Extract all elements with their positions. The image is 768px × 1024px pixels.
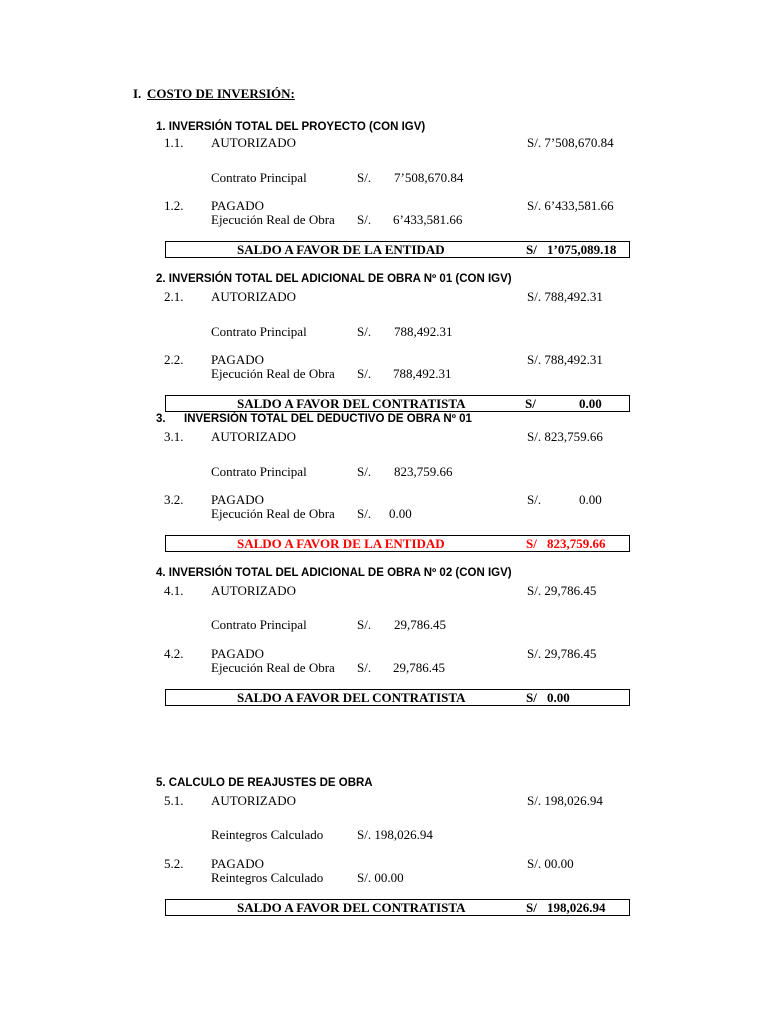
- section-3-row2-total-amount: 0.00: [579, 492, 602, 507]
- section-3-saldo-amount: 823,759.66: [547, 536, 606, 551]
- section-5-row1-number: 5.1.: [164, 793, 184, 808]
- section-3-row2-total-currency: S/.: [527, 492, 542, 507]
- section-3-row1-total: S/. 823,759.66: [527, 429, 603, 444]
- section-1-detail1-amount: 7’508,670.84: [394, 170, 464, 185]
- section-3-saldo-currency: S/: [526, 536, 537, 551]
- section-1-row1-label: AUTORIZADO: [211, 135, 296, 150]
- section-1-detail1-currency: S/.: [357, 170, 372, 185]
- section-1-saldo-currency: S/: [526, 242, 537, 257]
- section-1-detail2-currency: S/.: [357, 212, 372, 227]
- section-3-title-number: 3.: [156, 413, 166, 425]
- section-2-row1-number: 2.1.: [164, 289, 184, 304]
- section-4-detail1-currency: S/.: [357, 617, 372, 632]
- section-3-row1-number: 3.1.: [164, 429, 184, 444]
- section-5-detail2-label: Reintegros Calculado: [211, 870, 324, 885]
- section-3-row1-label: AUTORIZADO: [211, 429, 296, 444]
- section-4-row1-label: AUTORIZADO: [211, 583, 296, 598]
- section-4-saldo-box: [165, 689, 630, 706]
- section-3-detail1-currency: S/.: [357, 464, 372, 479]
- section-1-row2-total: S/. 6’433,581.66: [527, 198, 614, 213]
- section-1-saldo-box: [165, 241, 630, 258]
- section-2-row1-total: S/. 788,492.31: [527, 289, 603, 304]
- section-4-row2-total: S/. 29,786.45: [527, 646, 597, 661]
- section-2-detail2-label: Ejecución Real de Obra: [211, 366, 335, 381]
- section-4-saldo-label: SALDO A FAVOR DEL CONTRATISTA: [237, 690, 466, 705]
- section-3-detail2-currency: S/.: [357, 506, 372, 521]
- section-2-row1-label: AUTORIZADO: [211, 289, 296, 304]
- section-3-saldo-label: SALDO A FAVOR DE LA ENTIDAD: [237, 536, 445, 551]
- section-4-detail2-amount: 29,786.45: [393, 660, 445, 675]
- section-4-saldo-currency: S/: [526, 690, 537, 705]
- section-5-detail1-label: Reintegros Calculado: [211, 827, 324, 842]
- section-3-detail1-amount: 823,759.66: [394, 464, 453, 479]
- section-4-title: 4. INVERSIÓN TOTAL DEL ADICIONAL DE OBRA Nº 02 (CON IGV): [156, 567, 512, 579]
- section-5-row2-label: PAGADO: [211, 856, 264, 871]
- section-4-row2-label: PAGADO: [211, 646, 264, 661]
- section-5-row1-total: S/. 198,026.94: [527, 793, 603, 808]
- section-4-detail2-currency: S/.: [357, 660, 372, 675]
- section-5-saldo-box: [165, 899, 630, 916]
- section-2-row2-total: S/. 788,492.31: [527, 352, 603, 367]
- section-1-detail2-amount: 6’433,581.66: [393, 212, 463, 227]
- section-5-row2-number: 5.2.: [164, 856, 184, 871]
- section-2-detail2-currency: S/.: [357, 366, 372, 381]
- section-4-row1-number: 4.1.: [164, 583, 184, 598]
- section-3-row2-label: PAGADO: [211, 492, 264, 507]
- section-3-detail2-label: Ejecución Real de Obra: [211, 506, 335, 521]
- section-2-detail1-currency: S/.: [357, 324, 372, 339]
- section-1-row1-total: S/. 7’508,670.84: [527, 135, 614, 150]
- section-3-saldo-box: [165, 535, 630, 552]
- section-5-title: 5. CALCULO DE REAJUSTES DE OBRA: [156, 777, 373, 789]
- section-1-detail1-label: Contrato Principal: [211, 170, 307, 185]
- heading-number: I.: [133, 86, 142, 101]
- section-1-row2-number: 1.2.: [164, 198, 184, 213]
- section-5-saldo-label: SALDO A FAVOR DEL CONTRATISTA: [237, 900, 466, 915]
- section-4-row2-number: 4.2.: [164, 646, 184, 661]
- section-1-row2-label: PAGADO: [211, 198, 264, 213]
- section-2-saldo-amount: 0.00: [579, 396, 602, 411]
- section-1-title: 1. INVERSIÓN TOTAL DEL PROYECTO (CON IGV): [156, 121, 426, 133]
- section-4-detail1-amount: 29,786.45: [394, 617, 446, 632]
- section-4-detail1-label: Contrato Principal: [211, 617, 307, 632]
- section-5-detail1-value: S/. 198,026.94: [357, 827, 433, 842]
- section-2-detail1-amount: 788,492.31: [394, 324, 453, 339]
- section-5-saldo-currency: S/: [526, 900, 537, 915]
- section-3-title: INVERSIÓN TOTAL DEL DEDUCTIVO DE OBRA Nº 01: [184, 413, 472, 425]
- section-2-row2-number: 2.2.: [164, 352, 184, 367]
- heading-title: COSTO DE INVERSIÓN:: [147, 86, 295, 101]
- section-3-detail1-label: Contrato Principal: [211, 464, 307, 479]
- section-2-detail2-amount: 788,492.31: [393, 366, 452, 381]
- section-2-title: 2. INVERSIÓN TOTAL DEL ADICIONAL DE OBRA Nº 01 (CON IGV): [156, 273, 512, 285]
- section-2-row2-label: PAGADO: [211, 352, 264, 367]
- section-2-saldo-label: SALDO A FAVOR DEL CONTRATISTA: [237, 396, 466, 411]
- section-3-row2-number: 3.2.: [164, 492, 184, 507]
- section-2-detail1-label: Contrato Principal: [211, 324, 307, 339]
- section-5-row2-total: S/. 00.00: [527, 856, 574, 871]
- section-3-detail2-amount: 0.00: [389, 506, 412, 521]
- section-5-saldo-amount: 198,026.94: [547, 900, 606, 915]
- section-4-row1-total: S/. 29,786.45: [527, 583, 597, 598]
- section-1-row1-number: 1.1.: [164, 135, 184, 150]
- section-1-detail2-label: Ejecución Real de Obra: [211, 212, 335, 227]
- section-2-saldo-currency: S/: [525, 396, 536, 411]
- section-4-detail2-label: Ejecución Real de Obra: [211, 660, 335, 675]
- section-1-saldo-amount: 1’075,089.18: [547, 242, 617, 257]
- section-1-saldo-label: SALDO A FAVOR DE LA ENTIDAD: [237, 242, 445, 257]
- section-5-detail2-value: S/. 00.00: [357, 870, 404, 885]
- section-4-saldo-amount: 0.00: [547, 690, 570, 705]
- section-2-saldo-box: [165, 395, 630, 412]
- section-5-row1-label: AUTORIZADO: [211, 793, 296, 808]
